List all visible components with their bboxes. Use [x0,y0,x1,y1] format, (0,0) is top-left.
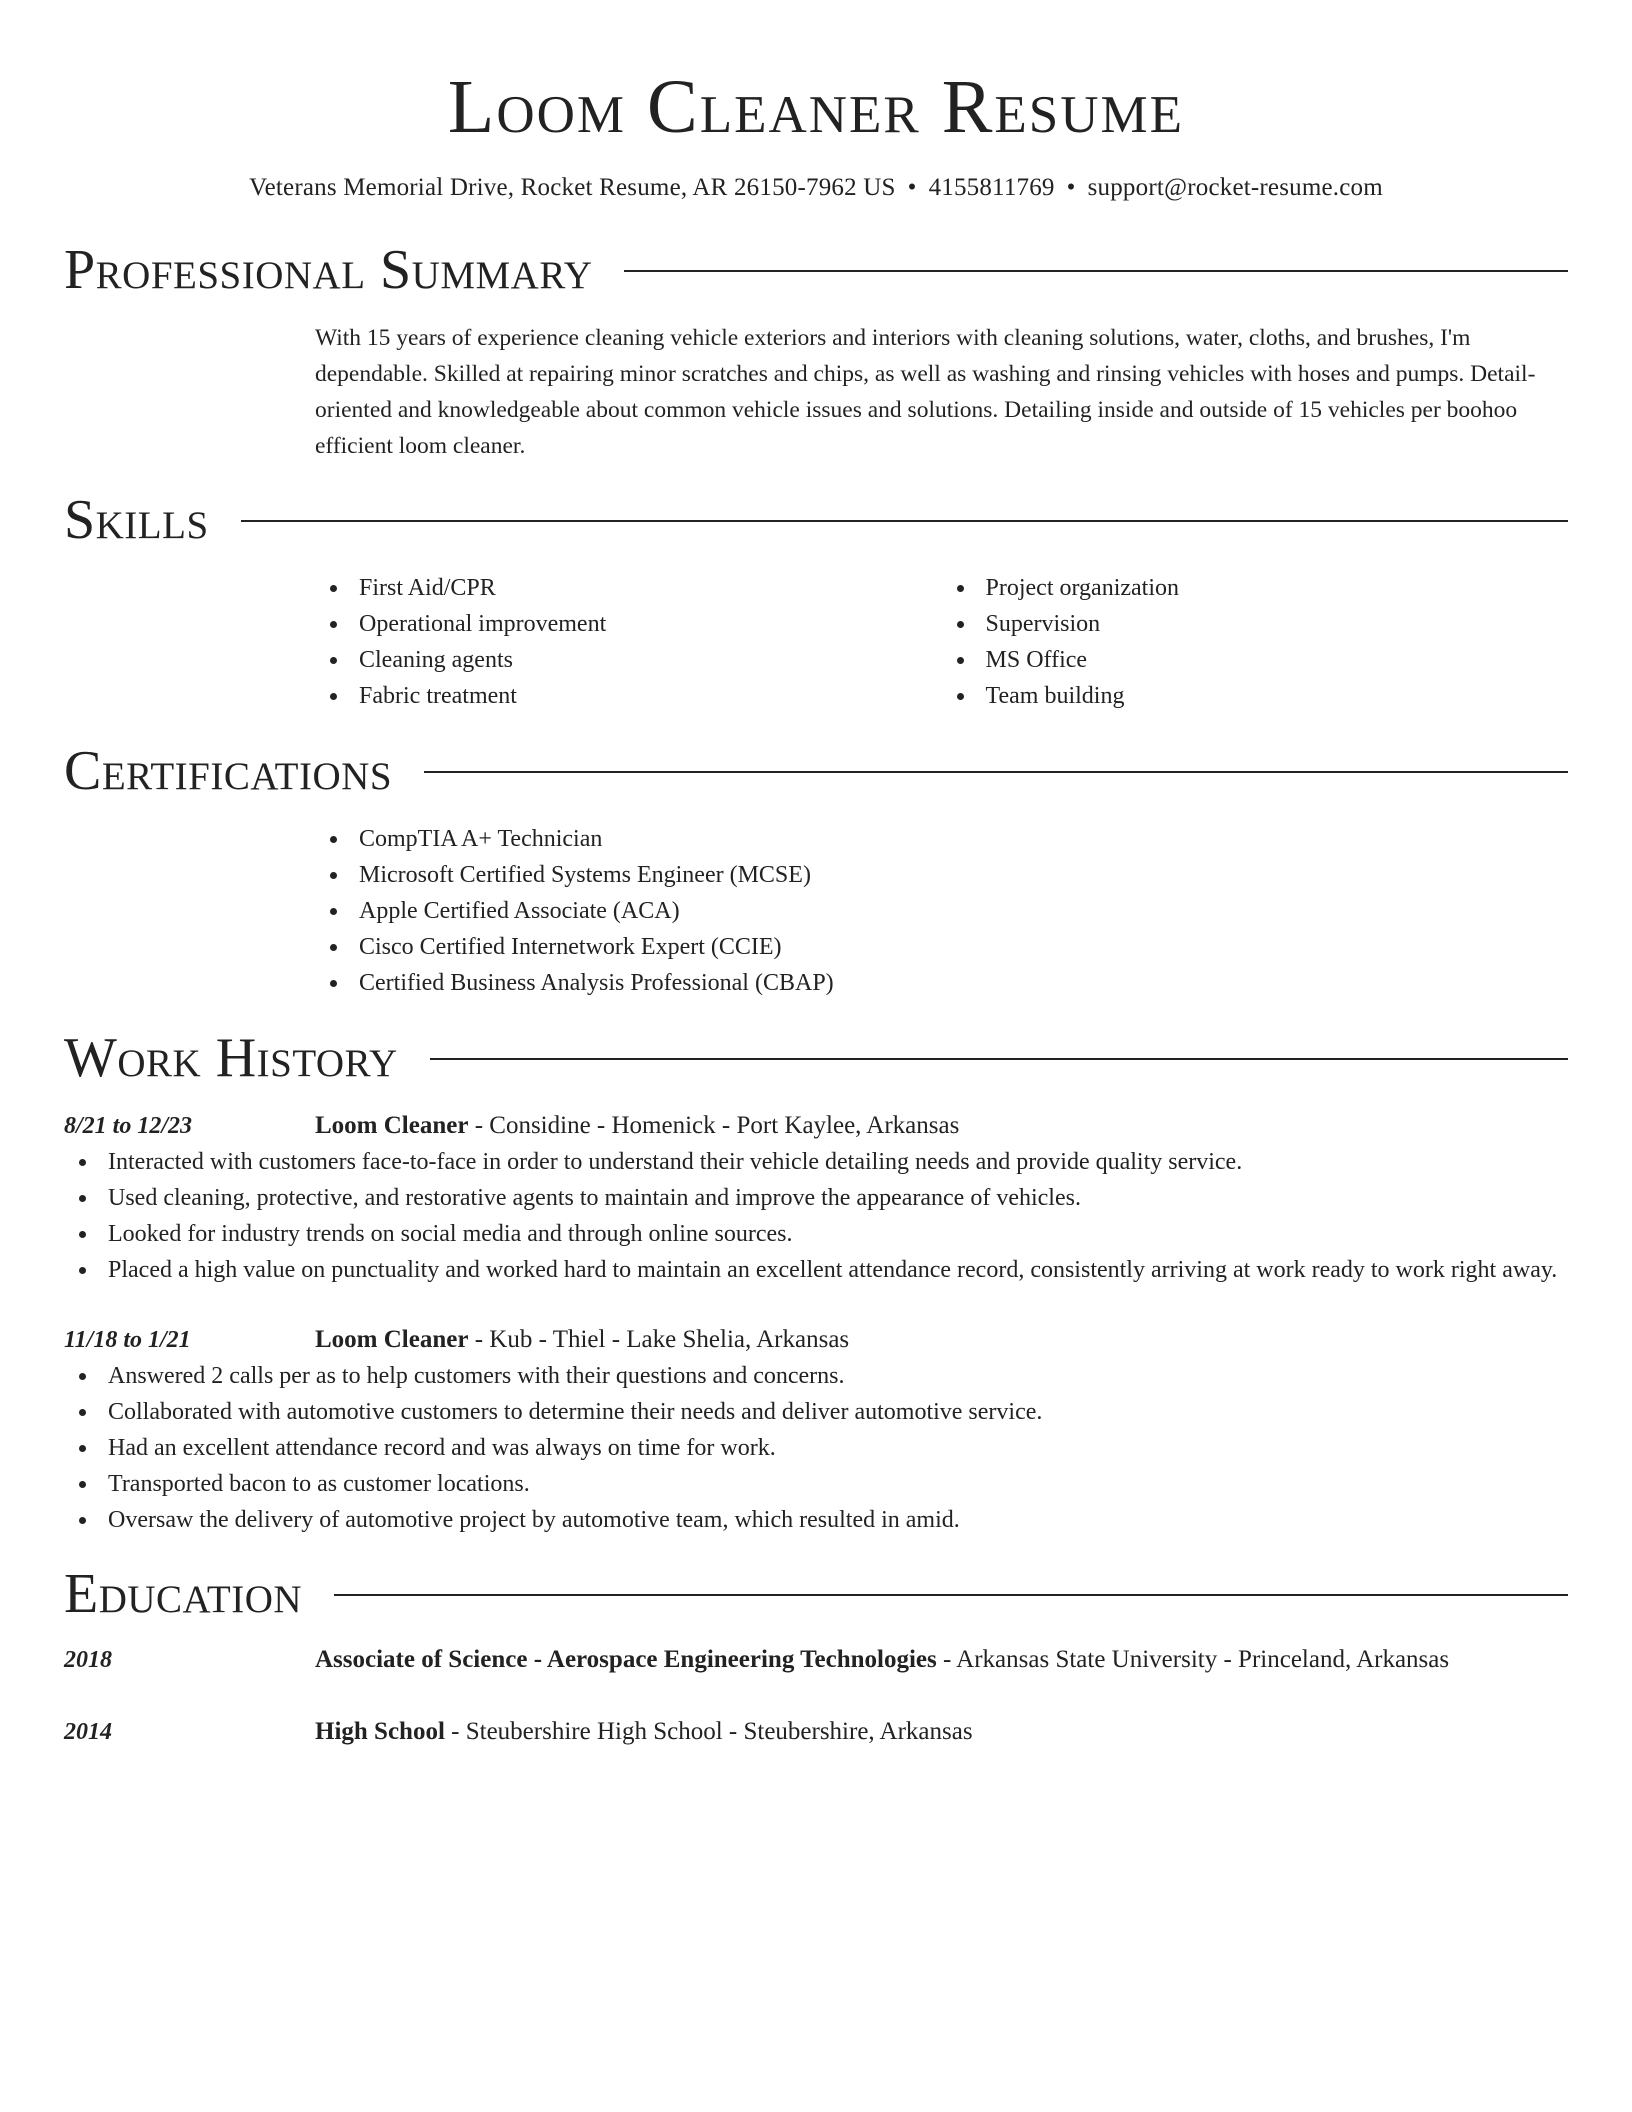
skill-item: Supervision [986,606,1569,642]
education-line [315,1642,1568,1678]
education-section [64,1564,1568,1750]
job-details: - Considine - Homenick - Port Kaylee, Arkansas [468,1112,960,1139]
certifications-heading: Certifications [64,740,393,802]
section-divider [241,520,1568,522]
job-details: - Kub - Thiel - Lake Shelia, Arkansas [468,1326,850,1353]
contact-address: Veterans Memorial Drive, Rocket Resume, AR 26150-7962 US [249,174,896,201]
skill-item: Fabric treatment [359,678,942,714]
job-dates: 8/21 to 12/23 [64,1113,193,1139]
skill-item: Operational improvement [359,606,942,642]
education-year: 2018 [64,1647,112,1673]
skill-item: Team building [986,678,1569,714]
summary-section [64,240,1568,464]
skill-item: First Aid/CPR [359,570,942,606]
skill-item: MS Office [986,642,1569,678]
summary-header [64,240,1568,300]
job-heading [315,1322,1568,1358]
resume-title: Loom Cleaner Resume [447,65,1185,149]
job-bullets [64,1358,1568,1538]
job-bullet: Placed a high value on punctuality and worked hard to maintain an excellent attendance record, consistently arriving at work ready to work right away. [108,1252,1568,1288]
certifications-list [315,821,1568,1001]
job-role: Loom Cleaner [315,1326,469,1353]
contact-phone: 4155811769 [928,174,1055,201]
education-entry [64,1642,1568,1678]
job-bullet: Looked for industry trends on social media and through online sources. [108,1216,1568,1252]
education-year: 2014 [64,1719,112,1745]
certification-item: CompTIA A+ Technician [359,821,1568,857]
summary-text: With 15 years of experience cleaning vehicle exteriors and interiors with cleaning solutions, water, cloths, and brushes, I'm dependable. Skilled at repairing minor scratches and chips, as well as washing and rinsing vehicles with hoses and pumps. Detail-oriented and knowledgeable about common vehicle issues and solutions. Detailing inside and outside of 15 vehicles per boohoo efficient loom cleaner. [315,325,1536,459]
job-heading [315,1108,1568,1144]
education-line [315,1714,1568,1750]
resume-page [64,0,1568,1750]
certifications-header [64,741,1568,801]
job-bullet: Used cleaning, protective, and restorative agents to maintain and improve the appearance of vehicles. [108,1180,1568,1216]
education-heading: Education [64,1563,303,1625]
section-divider [424,771,1568,773]
skills-section [64,490,1568,714]
section-divider [334,1594,1568,1596]
work-history-header [64,1028,1568,1088]
skills-heading: Skills [64,489,209,551]
skills-grid [315,570,1568,714]
education-details: - Steubershire High School - Steubershire, Arkansas [444,1718,973,1745]
job-bullet: Transported bacon to as customer locations. [108,1466,1568,1502]
job-bullet: Had an excellent attendance record and was always on time for work. [108,1430,1568,1466]
job-bullet: Interacted with customers face-to-face in order to understand their vehicle detailing needs and provide quality service. [108,1144,1568,1180]
education-header [64,1564,1568,1624]
job-bullet: Collaborated with automotive customers to determine their needs and deliver automotive service. [108,1394,1568,1430]
skills-list-right [942,570,1569,714]
education-degree: Associate of Science - Aerospace Engineering Technologies [315,1646,937,1673]
skills-header [64,490,1568,550]
skill-item: Project organization [986,570,1569,606]
summary-heading: Professional Summary [64,239,593,301]
certification-item: Microsoft Certified Systems Engineer (MCSE) [359,857,1568,893]
section-divider [624,270,1568,272]
certifications-section [64,741,1568,1001]
contact-separator: • [907,174,917,201]
contact-email: support@rocket-resume.com [1087,174,1383,201]
work-history-heading: Work History [64,1027,398,1089]
certification-item: Certified Business Analysis Professional (CBAP) [359,965,1568,1001]
contact-line [64,172,1568,204]
job-entry [64,1108,1568,1288]
job-bullet: Answered 2 calls per as to help customers with their questions and concerns. [108,1358,1568,1394]
job-role: Loom Cleaner [315,1112,469,1139]
job-bullet: Oversaw the delivery of automotive project by automotive team, which resulted in amid. [108,1502,1568,1538]
job-bullets [64,1144,1568,1288]
certification-item: Cisco Certified Internetwork Expert (CCIE) [359,929,1568,965]
education-details: - Arkansas State University - Princeland, Arkansas [936,1646,1450,1673]
education-degree: High School [315,1718,445,1745]
skills-list-left [315,570,942,714]
certification-item: Apple Certified Associate (ACA) [359,893,1568,929]
education-entry [64,1714,1568,1750]
work-history-section [64,1028,1568,1538]
job-entry [64,1322,1568,1538]
skill-item: Cleaning agents [359,642,942,678]
section-divider [430,1058,1568,1060]
contact-separator: • [1066,174,1076,201]
job-dates: 11/18 to 1/21 [64,1327,191,1353]
